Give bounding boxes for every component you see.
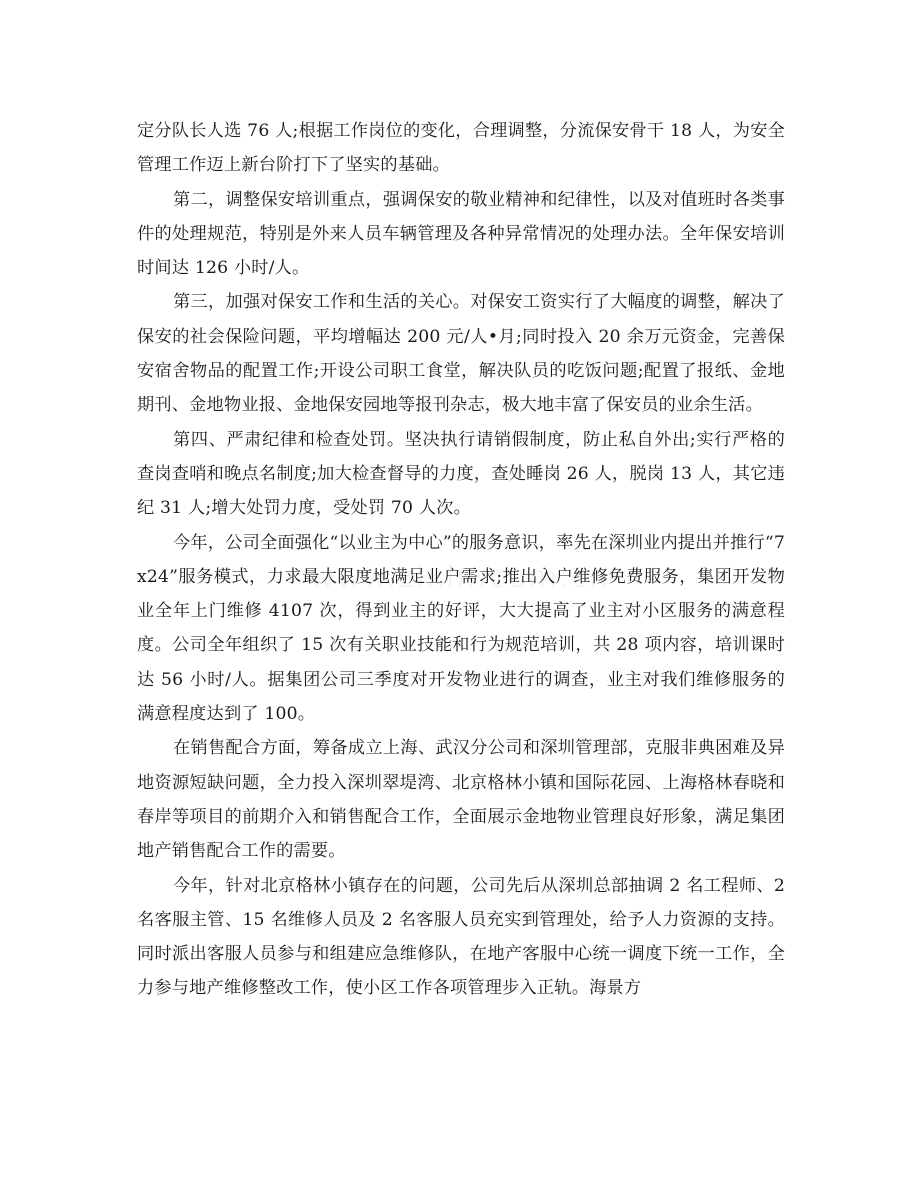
paragraph-sales: 在销售配合方面，筹备成立上海、武汉分公司和深圳管理部，克服非典困难及异地资源短缺问题，全力投入深圳翠堤湾、北京格林小镇和国际花园、上海格林春晓和春岸等项目的前期介入和销售配合工作，全面展示金地物业管理良好形象，满足集团地产销售配合工作的需要。 (137, 738, 785, 862)
paragraph-discipline: 第四、严肃纪律和检查处罚。坚决执行请销假制度，防止私自外出;实行严格的查岗查哨和晚点名制度;加大检查督导的力度，查处睡岗 26 人，脱岗 13 人，其它违纪 31 人;增大处罚力度，受处罚 70 人次。 (137, 429, 785, 519)
paragraph-welfare: 第三，加强对保安工作和生活的关心。对保安工资实行了大幅度的调整，解决了保安的社会保险问题，平均增幅达 200 元/人•月;同时投入 20 余万元资金，完善保安宿舍物品的配置工作;开设公司职工食堂，解决队员的吃饭问题;配置了报纸、金地期刊、金地物业报、金地保安园地等报刊杂志，极大地丰富了保安员的业余生活。 (137, 292, 785, 416)
document-body (137, 114, 785, 1006)
paragraph-continued: 定分队长人选 76 人;根据工作岗位的变化，合理调整，分流保安骨干 18 人，为安全管理工作迈上新台阶打下了坚实的基础。 (137, 121, 785, 176)
paragraph-training: 第二，调整保安培训重点，强调保安的敬业精神和纪律性，以及对值班时各类事件的处理规范，特别是外来人员车辆管理及各种异常情况的处理办法。全年保安培训时间达 126 小时/人。 (137, 189, 785, 279)
paragraph-beijing: 今年，针对北京格林小镇存在的问题，公司先后从深圳总部抽调 2 名工程师、2 名客服主管、15 名维修人员及 2 名客服人员充实到管理处，给予人力资源的支持。同时派出客服人员参与和组建应急维修队，在地产客服中心统一调度下统一工作，全力参与地产维修整改工作，使小区工作各项管理步入正轨。海景方 (137, 875, 785, 999)
paragraph-service: 今年，公司全面强化“以业主为中心”的服务意识，率先在深圳业内提出并推行“7x24”服务模式，力求最大限度地满足业户需求;推出入户维修免费服务，集团开发物业全年上门维修 4107 次，得到业主的好评，大大提高了业主对小区服务的满意程度。公司全年组织了 15 次有关职业技能和行为规范培训，共 28 项内容，培训课时达 56 小时/人。据集团公司三季度对开发物业进行的调查，业主对我们维修服务的满意程度达到了 100。 (137, 532, 785, 725)
